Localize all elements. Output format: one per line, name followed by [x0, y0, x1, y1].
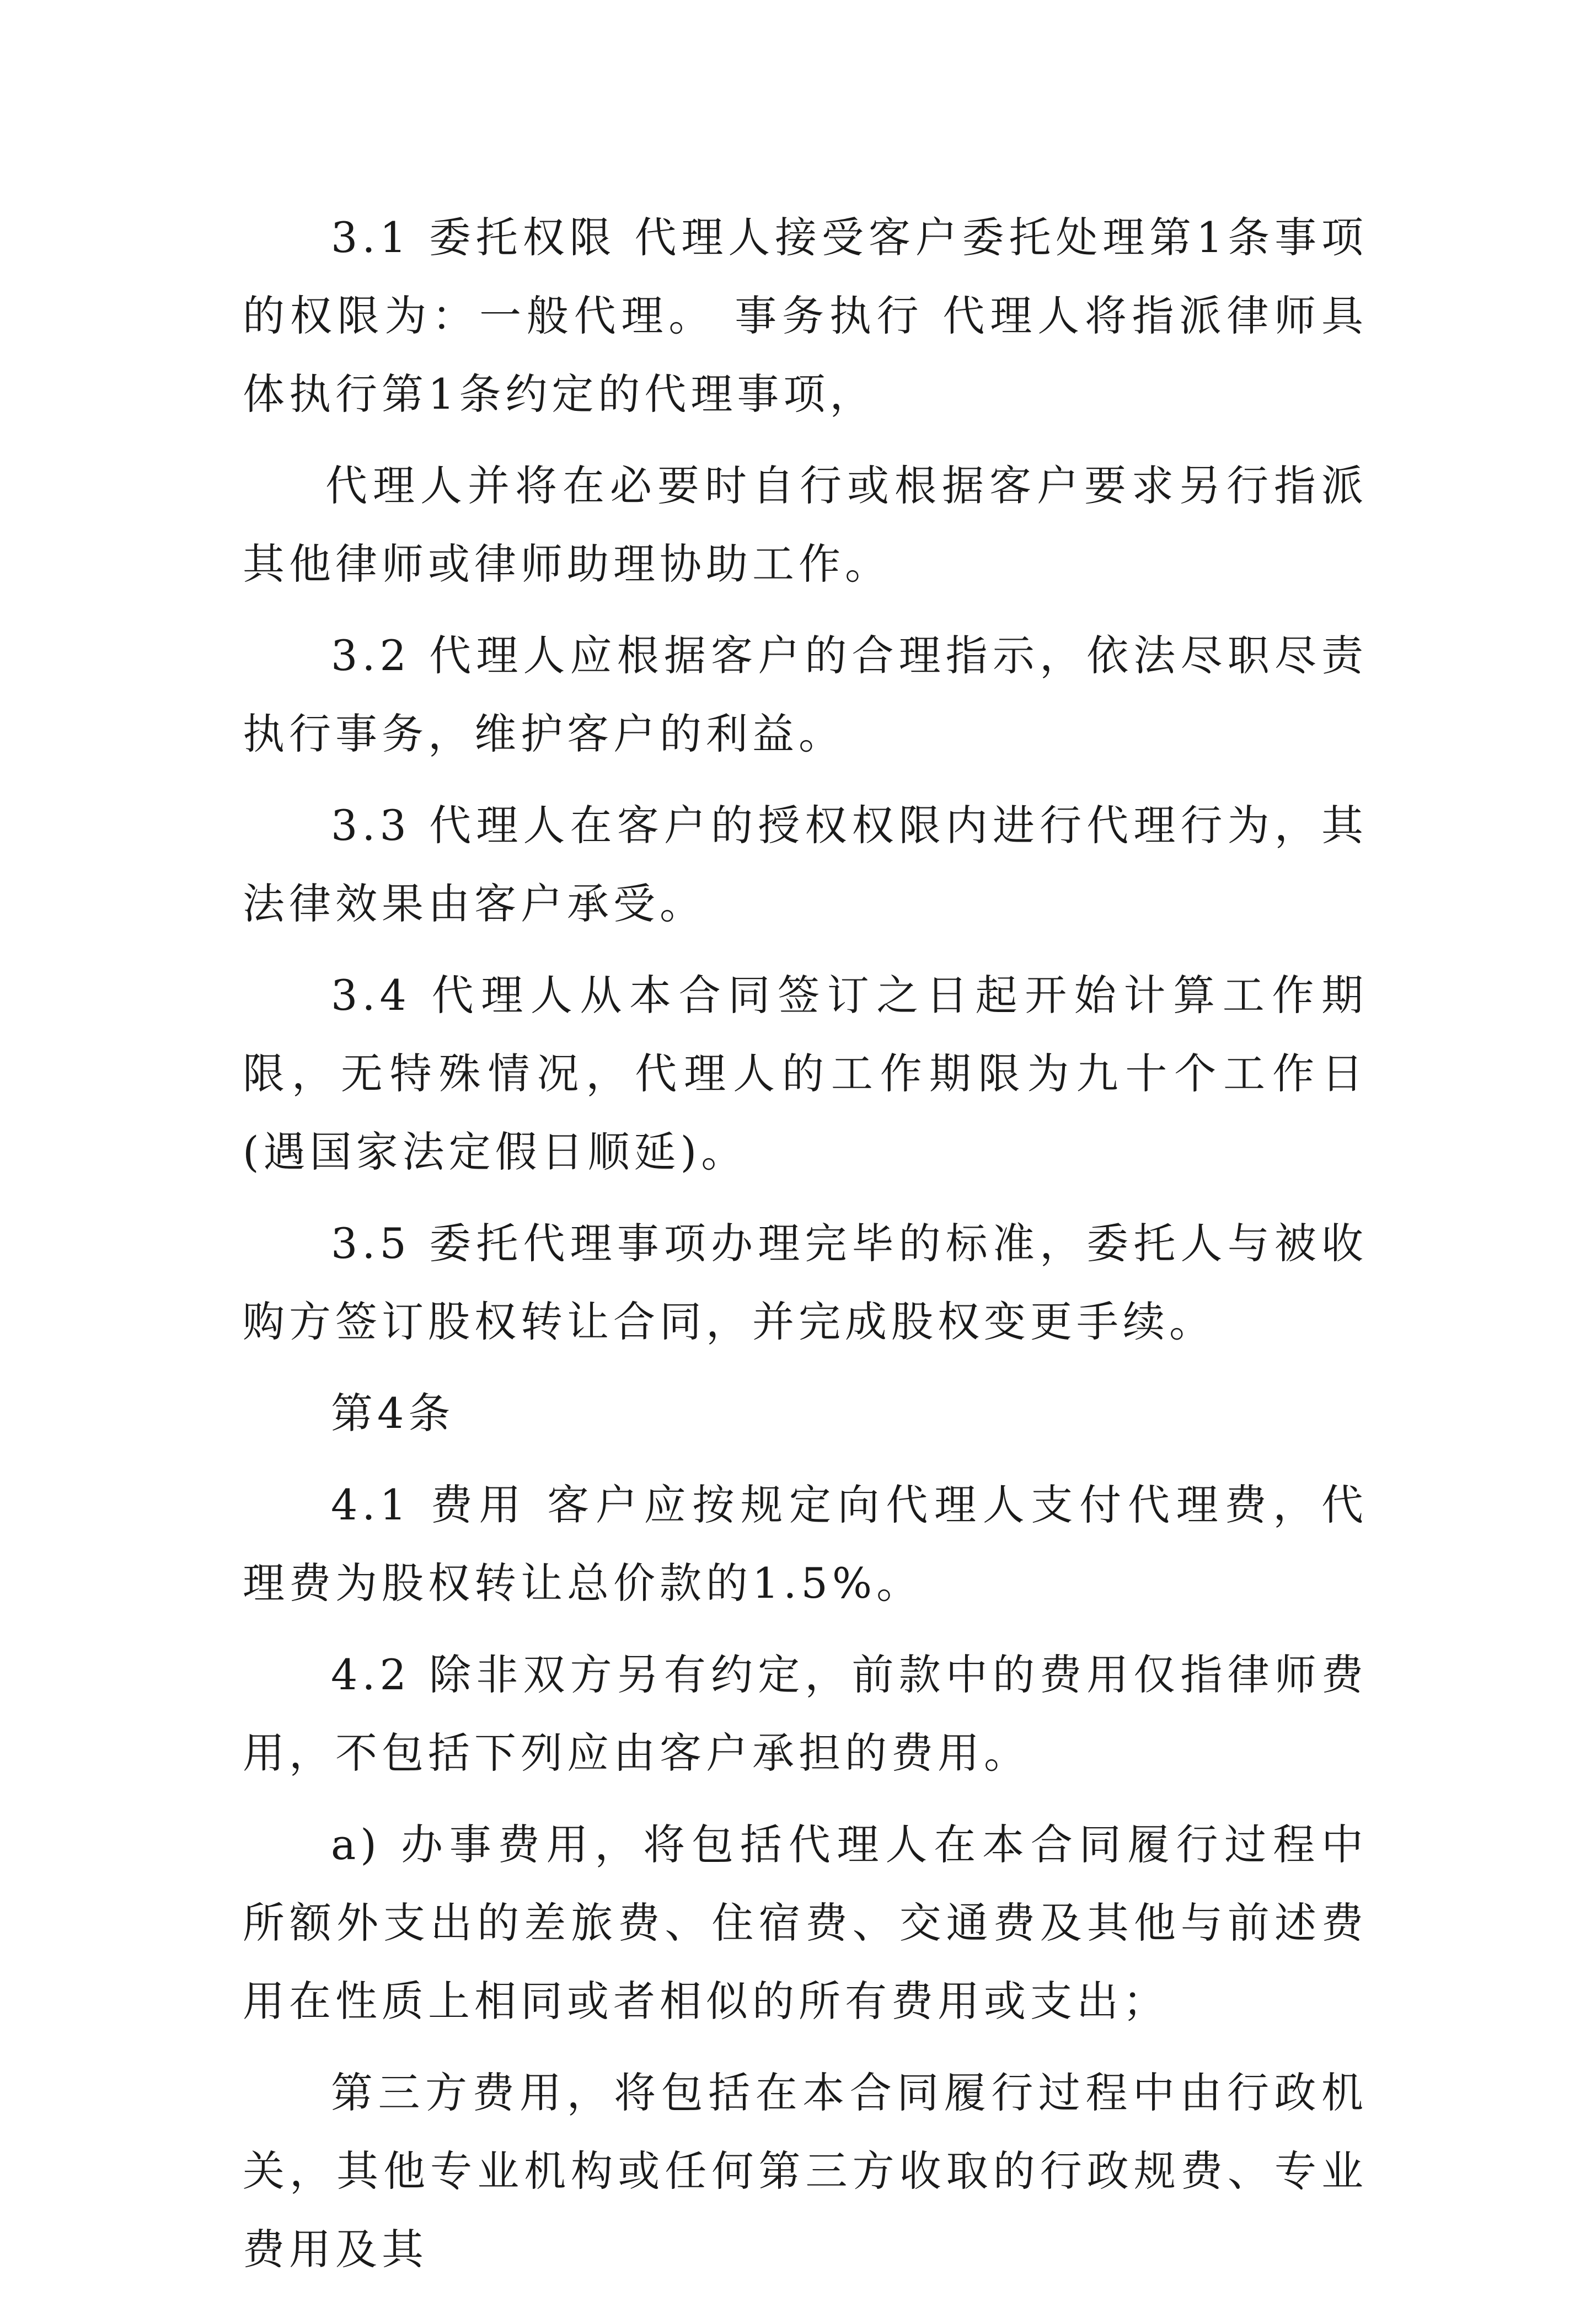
- clause-3-4: 3.4 代理人从本合同签订之日起开始计算工作期限，无特殊情况，代理人的工作期限为九十个工作日(遇国家法定假日顺延)。: [243, 971, 1368, 1176]
- clause-3-2: 3.2 代理人应根据客户的合理指示，依法尽职尽责执行事务，维护客户的利益。: [243, 631, 1368, 758]
- clause-4-2-third-party: 第三方费用，将包括在本合同履行过程中由行政机关，其他专业机构或任何第三方收取的行政规费、专业费用及其: [243, 2068, 1368, 2274]
- clause-4-1: 4.1 费用 客户应按规定向代理人支付代理费，代理费为股权转让总价款的1.5%。: [243, 1480, 1368, 1608]
- clause-3-5: 3.5 委托代理事项办理完毕的标准，委托人与被收购方签订股权转让合同，并完成股权变更手续。: [243, 1219, 1368, 1346]
- document-body: [243, 199, 1368, 2302]
- clause-4-2-a: a) 办事费用，将包括代理人在本合同履行过程中所额外支出的差旅费、住宿费、交通费及其他与前述费用在性质上相同或者相似的所有费用或支出；: [243, 1820, 1368, 2026]
- article-4-heading: 第4条: [331, 1389, 455, 1438]
- clause-3-1: 3.1 委托权限 代理人接受客户委托处理第1条事项的权限为：一般代理。 事务执行 代理人将指派律师具体执行第1条约定的代理事项，: [243, 213, 1368, 419]
- clause-3-1-continued: 代理人并将在必要时自行或根据客户要求另行指派其他律师或律师助理协助工作。: [243, 461, 1368, 588]
- clause-4-2: 4.2 除非双方另有约定，前款中的费用仅指律师费用，不包括下列应由客户承担的费用。: [243, 1650, 1368, 1778]
- clause-3-3: 3.3 代理人在客户的授权权限内进行代理行为，其法律效果由客户承受。: [243, 801, 1368, 928]
